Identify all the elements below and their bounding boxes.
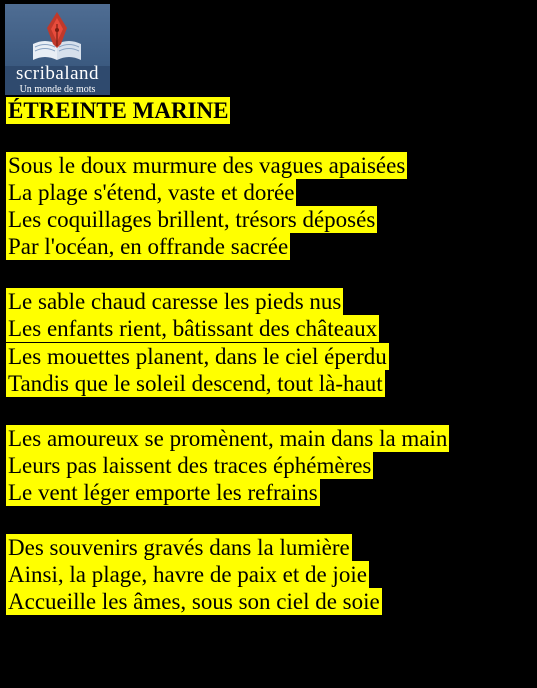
stanza-gap — [6, 261, 531, 288]
stanza-1 — [6, 152, 531, 261]
poem-line-text: Le vent léger emporte les refrains — [8, 480, 318, 506]
logo-name: scribaland — [15, 63, 100, 84]
stanza-gap — [6, 506, 531, 533]
poem-line-text: Les mouettes planent, dans le ciel éperdu — [8, 343, 387, 369]
poem-line-text: Des souvenirs gravés dans la lumière — [8, 534, 350, 560]
poem-line — [6, 479, 531, 506]
stanza-3 — [6, 425, 531, 507]
stanza-gap — [6, 124, 531, 151]
stanza-4 — [6, 534, 531, 616]
poem-line — [6, 534, 531, 561]
scribaland-logo[interactable] — [5, 4, 110, 95]
poem-title-text: ÉTREINTE MARINE — [8, 98, 229, 123]
poem-line-text: Par l'océan, en offrande sacrée — [8, 234, 289, 260]
poem-line-text: Les coquillages brillent, trésors déposés — [8, 207, 376, 233]
poem-line-text: Leurs pas laissent des traces éphémères — [8, 452, 372, 478]
poem-line — [6, 288, 531, 315]
poem-line — [6, 425, 531, 452]
pen-book-icon — [5, 4, 110, 66]
poem-line-text: Le sable chaud caresse les pieds nus — [8, 289, 342, 315]
poem-line — [6, 588, 531, 615]
poem-line — [6, 315, 531, 342]
poem-line — [6, 343, 531, 370]
poem-line-text: Tandis que le soleil descend, tout là-haut — [8, 370, 383, 396]
logo-tagline: Un monde de mots — [19, 84, 96, 95]
poem-line — [6, 452, 531, 479]
poem-line — [6, 370, 531, 397]
poem-line-text: Ainsi, la plage, havre de paix et de joie — [8, 562, 367, 588]
poem-line — [6, 152, 531, 179]
poem-line — [6, 206, 531, 233]
poem — [6, 97, 531, 616]
poem-line-text: La plage s'étend, vaste et dorée — [8, 179, 295, 205]
poem-line — [6, 561, 531, 588]
poem-title — [6, 97, 531, 124]
poem-line — [6, 179, 531, 206]
stanza-2 — [6, 288, 531, 397]
stanza-gap — [6, 397, 531, 424]
poem-line-text: Les amoureux se promènent, main dans la main — [8, 425, 448, 451]
poem-line-text: Sous le doux murmure des vagues apaisées — [8, 152, 406, 178]
poem-line-text: Accueille les âmes, sous son ciel de soie — [8, 589, 380, 615]
poem-line-text: Les enfants rient, bâtissant des châteaux — [8, 316, 378, 342]
poem-line — [6, 233, 531, 260]
